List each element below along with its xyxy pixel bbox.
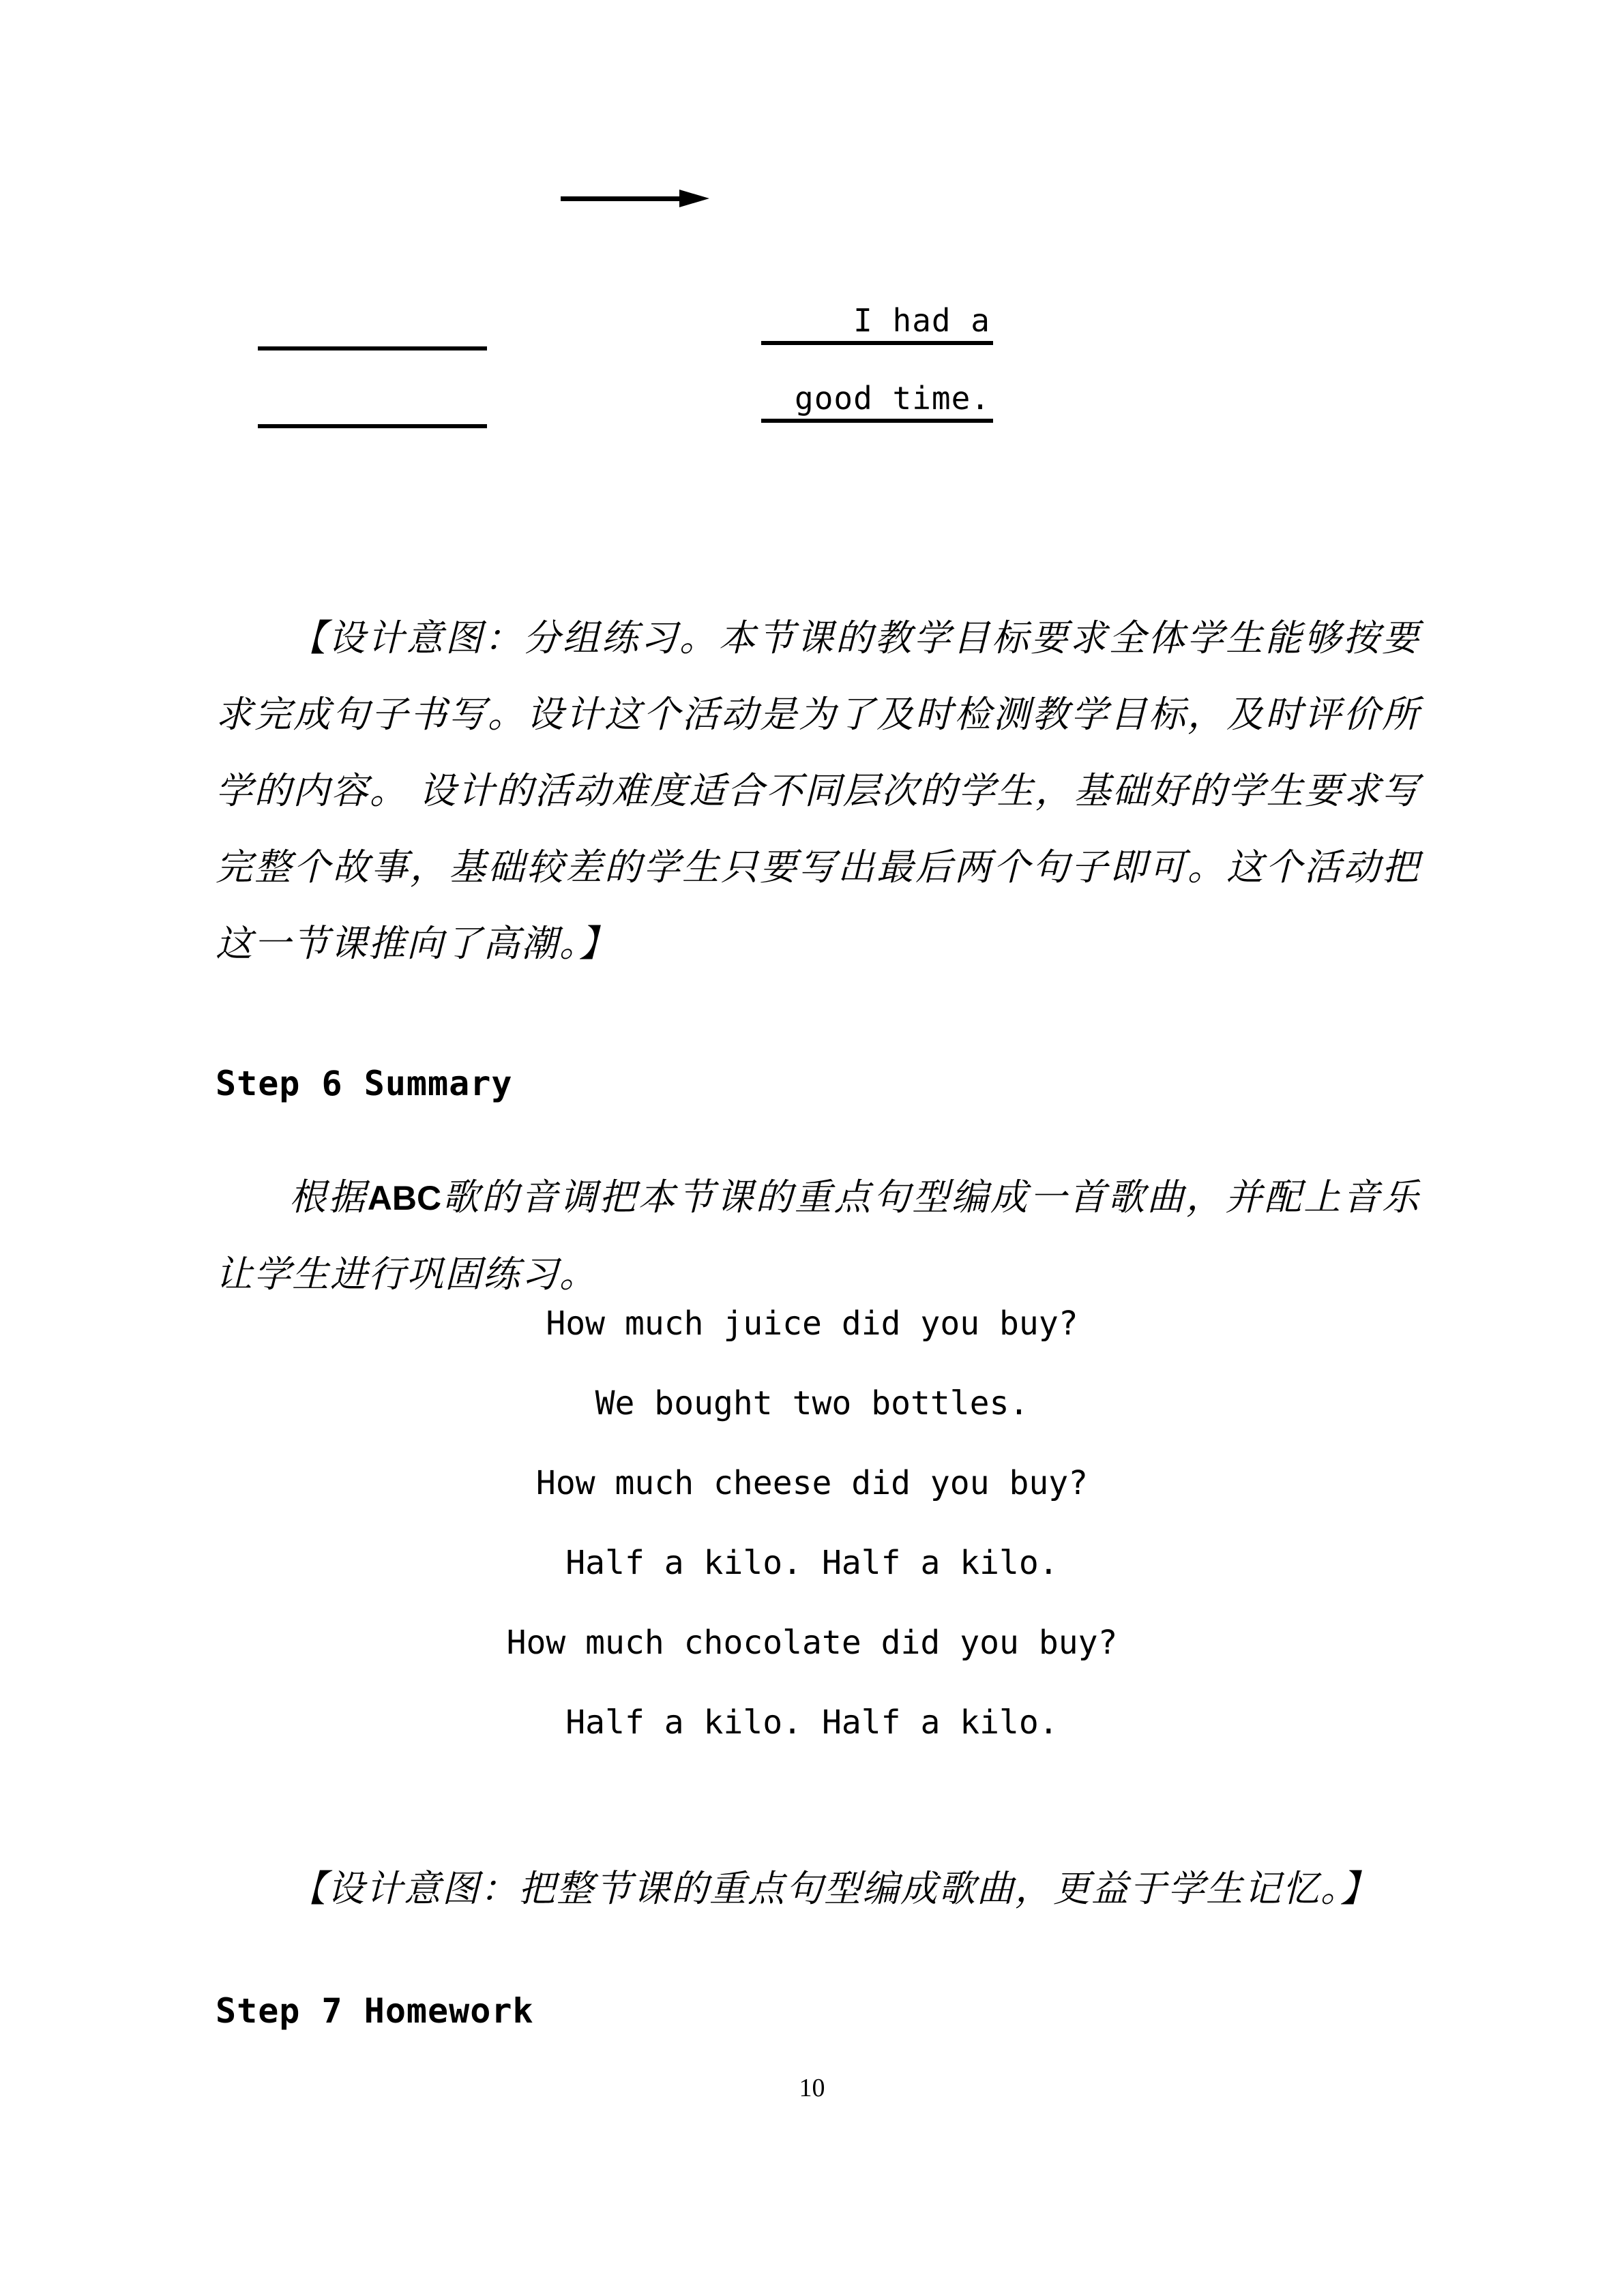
answer-slot-1 bbox=[761, 303, 993, 345]
answer-rule-2 bbox=[761, 419, 993, 423]
design-intent-paragraph-1: 【设计意图：分组练习。本节课的教学目标要求全体学生能够按要求完成句子书写。设计这个活动是为了及时检测教学目标，及时评价所学的内容。 设计的活动难度适合不同层次的学生，基础好的学生要求写完整个故事，基础较差的学生只要写出最后两个句子即可。这个活动把这一节课推向了高潮。】 bbox=[216, 618, 1420, 964]
blank-writing-line-1 bbox=[258, 346, 487, 351]
step-6-heading: Step 6 Summary bbox=[216, 1064, 513, 1103]
page-number: 10 bbox=[799, 2074, 825, 2102]
arrow-head bbox=[679, 190, 709, 207]
blank-writing-line-2 bbox=[258, 424, 487, 428]
step-6-body-paragraph bbox=[216, 1159, 1420, 1313]
answer-slot-2 bbox=[761, 381, 993, 423]
answer-rule-1 bbox=[761, 341, 993, 345]
lyric-line: Half a kilo. Half a kilo. bbox=[565, 1703, 1059, 1742]
answer-text-1: I had a bbox=[853, 302, 990, 339]
answer-text-2: good time. bbox=[795, 380, 990, 417]
design-intent-paragraph-2: 【设计意图：把整节课的重点句型编成歌曲，更益于学生记忆。】 bbox=[289, 1868, 1378, 1909]
lyric-line: How much chocolate did you buy? bbox=[506, 1624, 1118, 1662]
lyric-line: Half a kilo. Half a kilo. bbox=[565, 1544, 1059, 1582]
lyric-line: We bought two bottles. bbox=[595, 1384, 1029, 1422]
lyric-line: How much cheese did you buy? bbox=[535, 1464, 1089, 1502]
step-7-heading: Step 7 Homework bbox=[216, 1991, 534, 2031]
step-6-body-latin: ABC bbox=[367, 1179, 442, 1217]
lyric-line: How much juice did you buy? bbox=[546, 1304, 1078, 1343]
writing-exercise-diagram bbox=[0, 0, 1624, 477]
step-6-body-before: 根据 bbox=[289, 1177, 368, 1218]
rightwards-arrow-icon bbox=[561, 190, 708, 207]
step-6-body-after: 歌的音调把本节课的重点句型编成一首歌曲，并配上音乐让学生进行巩固练习。 bbox=[216, 1177, 1421, 1295]
arrow-shaft bbox=[561, 196, 685, 201]
song-lyrics-block bbox=[0, 1304, 1624, 1783]
